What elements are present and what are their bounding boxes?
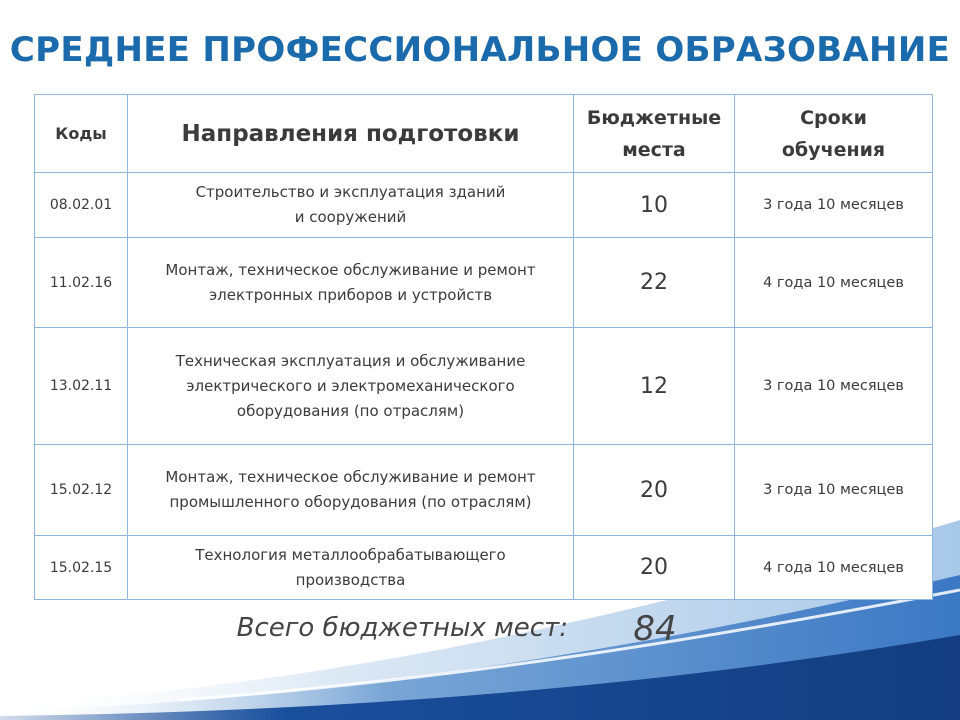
table-header-row <box>35 95 933 173</box>
table-row <box>35 445 933 536</box>
row-term: 3 года 10 месяцев <box>735 328 933 445</box>
table-row <box>35 536 933 600</box>
row-direction: Монтаж, техническое обслуживание и ремонт промышленного оборудования (по отраслям) <box>128 445 574 536</box>
row-direction: Строительство и эксплуатация зданий и сооружений <box>128 173 574 238</box>
row-term: 3 года 10 месяцев <box>735 173 933 238</box>
header-codes: Коды <box>35 95 128 173</box>
row-term: 3 года 10 месяцев <box>735 445 933 536</box>
row-direction: Технология металлообрабатывающего производства <box>128 536 574 600</box>
row-direction: Монтаж, техническое обслуживание и ремонт электронных приборов и устройств <box>128 238 574 328</box>
total-label: Всего бюджетных мест: <box>236 613 568 643</box>
header-study-term: Сроки обучения <box>735 95 933 173</box>
header-budget-seats: Бюджетные места <box>574 95 735 173</box>
row-seats: 20 <box>574 536 735 600</box>
table-row <box>35 238 933 328</box>
row-term: 4 года 10 месяцев <box>735 536 933 600</box>
row-seats: 20 <box>574 445 735 536</box>
row-seats: 22 <box>574 238 735 328</box>
table-row <box>35 173 933 238</box>
row-seats: 10 <box>574 173 735 238</box>
row-term: 4 года 10 месяцев <box>735 238 933 328</box>
row-seats: 12 <box>574 328 735 445</box>
row-direction: Техническая эксплуатация и обслуживание электрического и электромеханического оборудования (по отраслям) <box>128 328 574 445</box>
specialties-table <box>34 94 933 600</box>
row-code: 11.02.16 <box>35 238 128 328</box>
header-directions: Направления подготовки <box>128 95 574 173</box>
total-value: 84 <box>633 609 677 649</box>
row-code: 15.02.15 <box>35 536 128 600</box>
row-code: 15.02.12 <box>35 445 128 536</box>
row-code: 08.02.01 <box>35 173 128 238</box>
table-row <box>35 328 933 445</box>
row-code: 13.02.11 <box>35 328 128 445</box>
page-title: СРЕДНЕЕ ПРОФЕССИОНАЛЬНОЕ ОБРАЗОВАНИЕ <box>9 30 951 70</box>
